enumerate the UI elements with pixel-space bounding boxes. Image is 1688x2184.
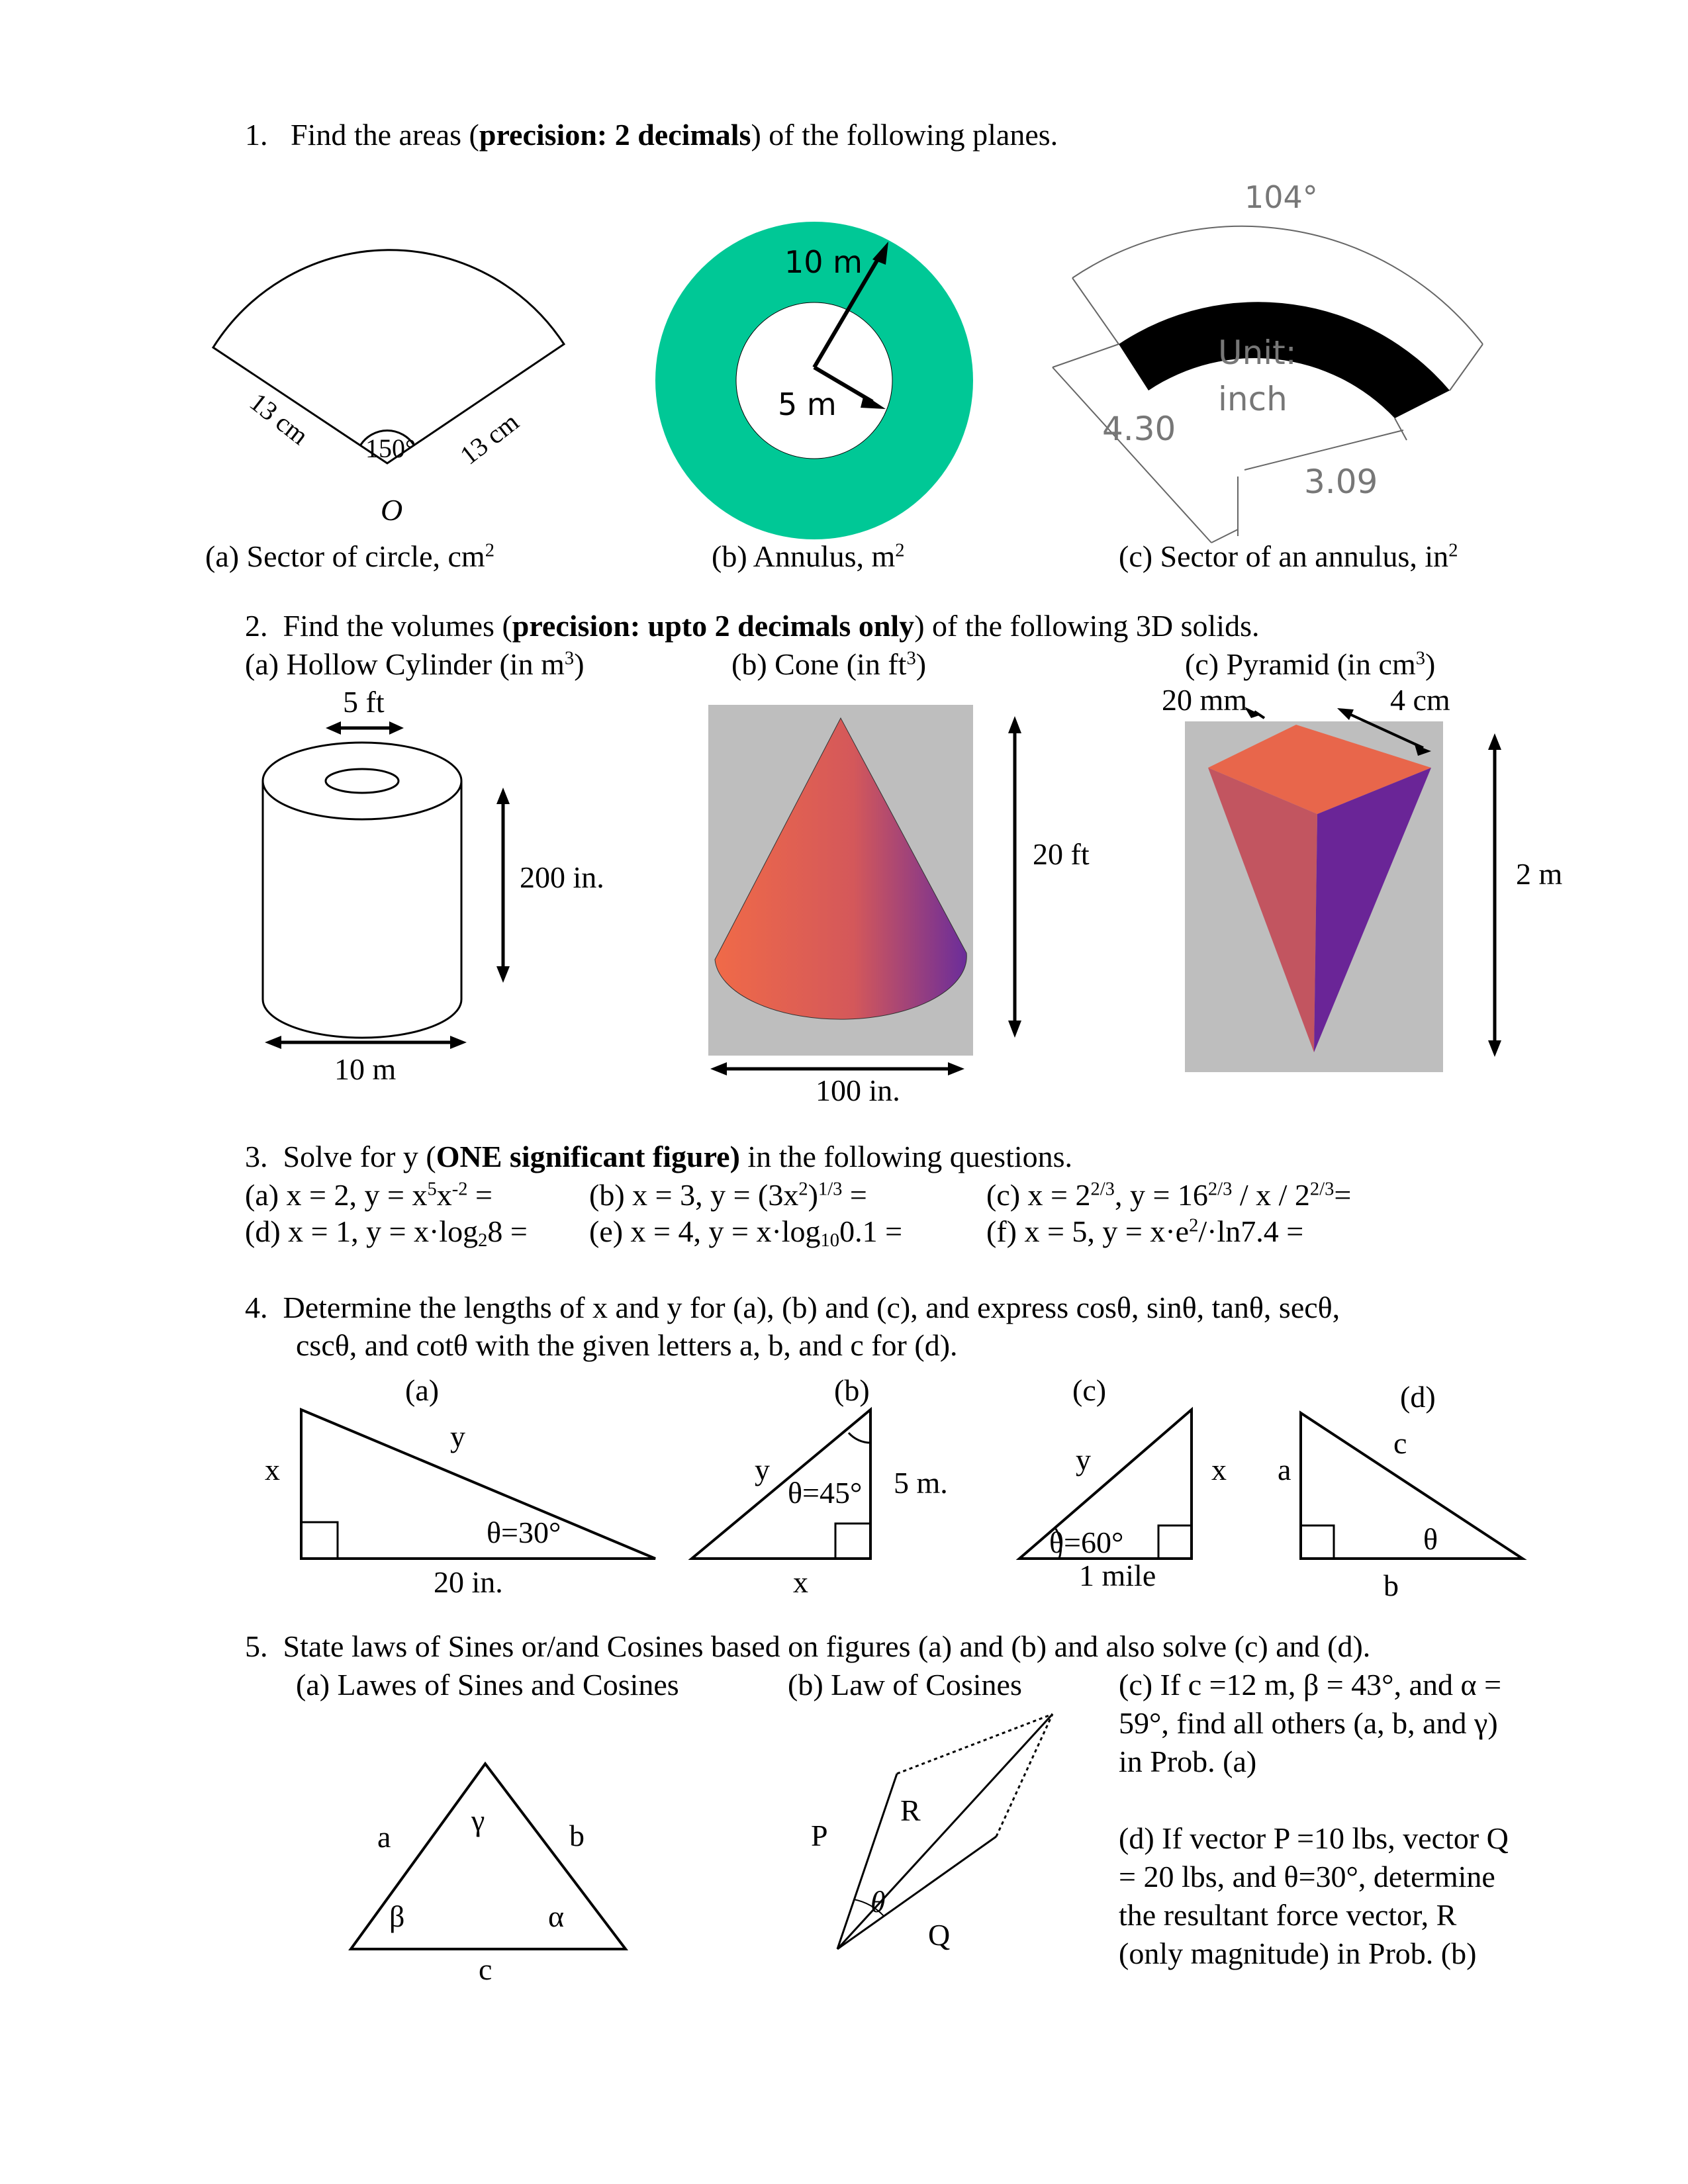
q3-item-c: (c) $x = 2^{2/3}$, $y = 16^{2/3} / x / 2^{2/3}=$ xyxy=(986,1178,1352,1212)
cone-height-dim: 20 ft xyxy=(1033,837,1090,871)
tri-c-y: y xyxy=(1076,1443,1091,1477)
tri5-b: b xyxy=(569,1819,585,1852)
q3-header: 3. Solve for y (ONE significant figure) in the following questions. xyxy=(245,1140,1073,1173)
tri5-beta: β xyxy=(389,1899,405,1933)
tri-c-base: 1 mile xyxy=(1079,1559,1156,1592)
tri-d-theta: θ xyxy=(1423,1522,1438,1556)
annulus-sector-unit-2: inch xyxy=(1218,380,1288,418)
sector-center-label: O xyxy=(381,493,403,527)
annulus-inner-radius: 5 m xyxy=(778,387,837,422)
tri-a-tag: (a) xyxy=(405,1373,440,1407)
sector-angle-label: 150° xyxy=(365,433,416,463)
q5-c-line1: (c) If c =12 m, β = 43°, and α = xyxy=(1119,1668,1502,1702)
q5-header: 5. State laws of Sines or/and Cosines based on figures (a) and (b) and also solve (c) and (d). xyxy=(245,1629,1371,1663)
q4-header-line2: cscθ, and cotθ with the given letters a, b, and c for (d). xyxy=(296,1328,958,1362)
q5-d-line2: = 20 lbs, and θ=30°, determine xyxy=(1119,1860,1495,1893)
tri-c-theta: θ=60° xyxy=(1049,1525,1124,1559)
tri-a-y: y xyxy=(450,1420,465,1453)
q1-header: 1. Find the areas (precision: 2 decimals) of the following planes. xyxy=(245,118,1058,152)
tri5-alpha: α xyxy=(548,1899,565,1933)
sector-radius-right: 13 cm xyxy=(454,406,524,471)
q5-d-line1: (d) If vector P =10 lbs, vector Q xyxy=(1119,1821,1509,1855)
q3-item-f: (f) x = 5, $y = x\cdot e^2/\cdot\ln 7.4$ = xyxy=(986,1214,1304,1248)
q2-header: 2. Find the volumes (precision: upto 2 decimals only) of the following 3D solids. xyxy=(245,609,1260,643)
tri5-gamma: γ xyxy=(471,1803,485,1837)
q4-header-line1: 4. Determine the lengths of x and y for (a), (b) and (c), and express cosθ, sinθ, tanθ, secθ, xyxy=(245,1291,1340,1324)
pyramid-height-dim: 2 m xyxy=(1516,857,1563,891)
vector-theta: θ xyxy=(870,1885,886,1919)
tri-a-base: 20 in. xyxy=(434,1565,503,1599)
tri-b-theta: θ=45° xyxy=(788,1476,863,1510)
q5-d-line3: the resultant force vector, R xyxy=(1119,1898,1457,1932)
tri-d-a: a xyxy=(1278,1453,1291,1486)
tri5-a: a xyxy=(377,1820,391,1854)
cylinder-label: (a) Hollow Cylinder (in $m^3$) xyxy=(245,647,585,681)
q5-c-line3: in Prob. (a) xyxy=(1119,1745,1257,1778)
pyramid-label: (c) Pyramid (in $cm^3$) xyxy=(1185,647,1436,681)
tri-b-side: 5 m. xyxy=(894,1466,948,1500)
annulus-sector-dim-left: 4.30 xyxy=(1102,410,1176,448)
sector-radius-left: 13 cm xyxy=(244,387,314,451)
tri-a-x: x xyxy=(265,1453,280,1486)
q5-b-label: (b) Law of Cosines xyxy=(788,1668,1022,1702)
pyramid-side1-dim: 20 mm xyxy=(1162,683,1248,717)
cylinder-outer-dim: 10 m xyxy=(334,1052,397,1086)
q3-item-e: (e) x = 4, $y = x\cdot\log_{10}0.1$ = xyxy=(589,1214,903,1251)
tri-d-c: c xyxy=(1393,1426,1407,1460)
q5-c-line2: 59°, find all others (a, b, and γ) xyxy=(1119,1706,1498,1740)
vector-R: R xyxy=(900,1794,921,1827)
annulus-outer-radius: 10 m xyxy=(784,244,863,280)
tri-b-y: y xyxy=(755,1453,770,1486)
cone-label: (b) Cone (in $ft^3$) xyxy=(731,647,927,681)
annulus-sector-dim-bottom: 3.09 xyxy=(1304,463,1378,501)
q5-a-label: (a) Lawes of Sines and Cosines xyxy=(296,1668,679,1702)
annulus-sector-angle: 104° xyxy=(1244,179,1318,215)
tri-c-x: x xyxy=(1211,1453,1227,1486)
tri-c-tag: (c) xyxy=(1072,1373,1107,1407)
annulus-sector-unit-1: Unit: xyxy=(1218,334,1297,372)
pyramid-side2-dim: 4 cm xyxy=(1390,683,1450,717)
q5-d-line4: (only magnitude) in Prob. (b) xyxy=(1119,1936,1477,1970)
cylinder-height-dim: 200 in. xyxy=(520,860,604,894)
vector-P: P xyxy=(811,1819,828,1852)
q1-number: 1. xyxy=(245,118,268,152)
q3-item-a: (a) x = 2, $y = x^5x^{-2}$ = xyxy=(245,1178,492,1212)
tri-d-b: b xyxy=(1383,1569,1399,1602)
cone-base-dim: 100 in. xyxy=(816,1073,900,1107)
tri-b-tag: (b) xyxy=(834,1373,870,1407)
sector-caption: (a) Sector of circle, $cm^2$ xyxy=(205,539,494,573)
vector-Q: Q xyxy=(928,1918,951,1952)
q3-item-b: (b) x = 3, $y = (3x^2)^{1/3}$ = xyxy=(589,1178,867,1212)
tri-b-x: x xyxy=(793,1565,808,1599)
tri-d-tag: (d) xyxy=(1400,1380,1436,1414)
annulus-caption: (b) Annulus, $m^2$ xyxy=(712,539,905,573)
q3-item-d: (d) x = 1, $y = x\cdot\log_28$ = xyxy=(245,1214,528,1251)
tri5-c: c xyxy=(479,1952,492,1986)
cylinder-inner-dim: 5 ft xyxy=(343,685,385,719)
tri-a-theta: θ=30° xyxy=(487,1516,561,1549)
annulus-sector-caption: (c) Sector of an annulus, $in^2$ xyxy=(1119,539,1458,573)
